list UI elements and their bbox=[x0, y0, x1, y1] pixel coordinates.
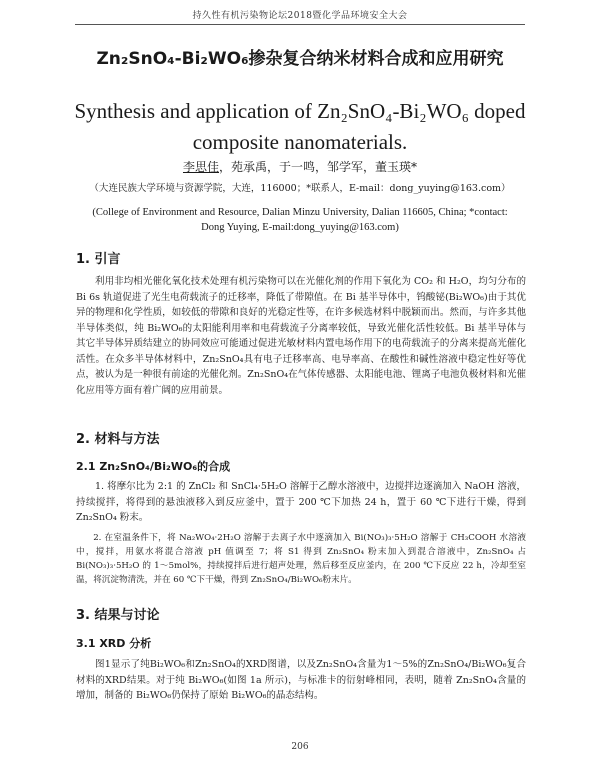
section-results-heading: 3. 结果与讨论 bbox=[76, 608, 160, 623]
author-list bbox=[40, 158, 560, 175]
title-english-line2: composite nanomaterials. bbox=[192, 130, 408, 154]
subsection-xrd-heading: 3.1 XRD 分析 bbox=[76, 637, 152, 650]
title-english-line1: Synthesis and application of Zn₂SnO₄-Bi₂WO₆ doped bbox=[74, 99, 526, 123]
intro-paragraph: 利用非均相光催化氧化技术处理有机污染物可以在光催化剂的作用下氧化为 CO₂ 和 H₂O，均匀分布的 Bi 6s 轨道促进了光生电荷载流子的迁移率，降低了带隙值。在 Bi 基半导体中，钨酸铋(Bi₂WO₆)由于其优异的物理和化学性质，如较低的带隙和良好的光稳定性等，在许多候选材料中脱颖而出。然而，与许多其他半导体类似，纯 Bi₂WO₆的太阳能利用率和电荷载流子分离率较低，导致光催化活性较低。Bi 基半导体与其它半导体异质结建立的协同效应可能通过促进光敏材料内置电场作用下的电荷载流子的分离来提高光催化活性。在众多半导体材料中，Zn₂SnO₄具有电子迁移率高、电导率高、在酸性和碱性溶液中稳定性好等优点，被认为是一种很有前途的光催化剂。Zn₂SnO₄在气体传感器、太阳能电池、锂离子电池负极材料和光催化应用等方面有着广阔的应用前景。 bbox=[76, 276, 526, 396]
section-intro-heading: 1. 引言 bbox=[76, 252, 121, 267]
methods-step1-paragraph: 1. 将摩尔比为 2:1 的 ZnCl₂ 和 SnCl₄·5H₂O 溶解于乙醇水溶液中，边搅拌边逐滴加入 NaOH 溶液，持续搅拌，将得到的悬浊液移入到反应釜中，置于 200 ℃下加热 24 h，置于 60 ℃下进行干燥，得到 Zn₂SnO₄ 粉末。 bbox=[76, 481, 526, 523]
subsection-synthesis-heading: 2.1 Zn₂SnO₄/Bi₂WO₆的合成 bbox=[76, 460, 231, 473]
methods-step2-paragraph: 2. 在室温条件下，将 Na₂WO₄·2H₂O 溶解于去离子水中逐滴加入 Bi(NO₃)₃·5H₂O 溶解于 CH₃COOH 水溶液中，搅拌，用氨水将混合溶液 pH 值调至 7；将 S1 得到 Zn₂SnO₄ 粉末加入到混合溶液中，Zn₂SnO₄ 占 Bi(NO₃)₃·5H₂O 的 1～5mol%，持续搅拌后进行超声处理，然后移至反应釜内，在 200 ℃下反应 22 h，冷却至室温，将沉淀物清洗，并在 60 ℃下干燥，得到 Zn₂SnO₄/Bi₂WO₆粉末片。 bbox=[76, 533, 526, 585]
page-header: 持久性有机污染物论坛2018暨化学品环境安全大会 bbox=[75, 8, 525, 25]
affiliation-chinese: （大连民族大学环境与资源学院，大连，116000；*联系人，E-mail：dong_yuying@163.com） bbox=[89, 183, 511, 194]
section-methods-heading: 2. 材料与方法 bbox=[76, 432, 160, 447]
other-authors: ，苑承禹，于一鸣，邹学军，董玉瑛* bbox=[219, 160, 418, 174]
affiliation-english: (College of Environment and Resource, Dalian Minzu University, Dalian 116605, China; *contact: Dong Yuying, E-mail:dong_yuying@163.com) bbox=[92, 207, 508, 233]
title-chinese: Zn₂SnO₄-Bi₂WO₆掺杂复合纳米材料合成和应用研究 bbox=[96, 49, 504, 69]
results-xrd-paragraph: 图1显示了纯Bi₂WO₆和Zn₂SnO₄的XRD图谱，以及Zn₂SnO₄含量为1～5%的Zn₂SnO₄/Bi₂WO₆复合材料的XRD结果。对于纯 Bi₂WO₆(如图 1a 所示)，与标准卡的衍射峰相同，表明，随着 Zn₂SnO₄含量的增加，制备的 Bi₂WO₆仍保持了原始 Bi₂WO₆的晶态结构。 bbox=[76, 659, 526, 701]
page-number: 206 bbox=[291, 742, 309, 752]
title-english bbox=[40, 96, 560, 158]
first-author: 李思佳 bbox=[182, 160, 219, 174]
